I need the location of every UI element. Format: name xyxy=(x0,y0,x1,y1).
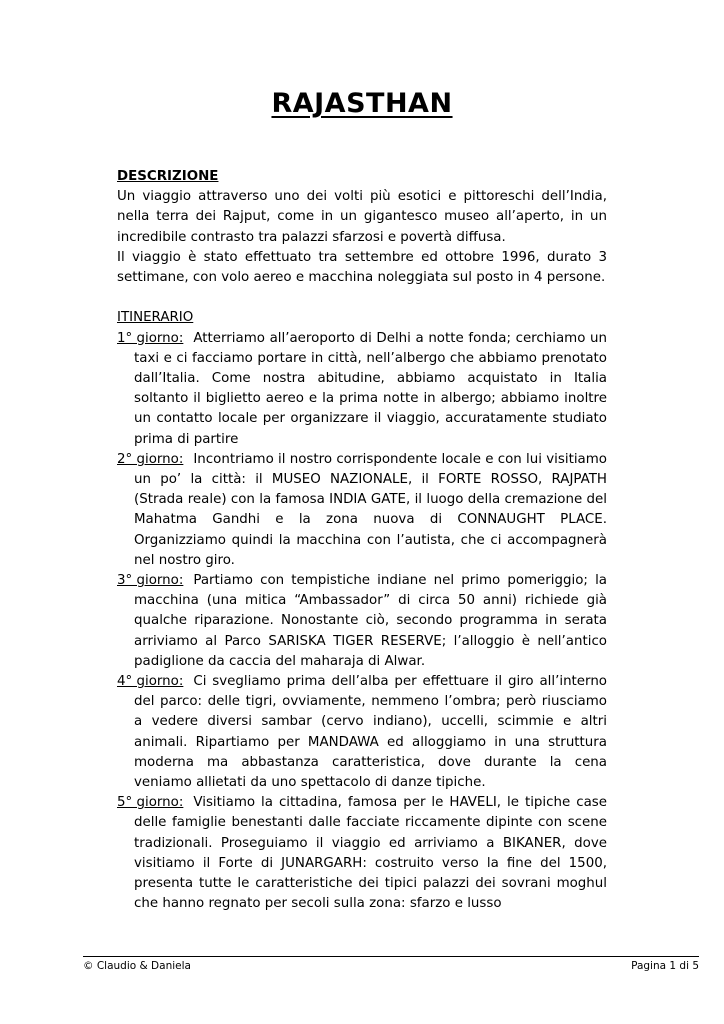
day-text: Partiamo con tempistiche indiane nel primo pomeriggio; la macchina (una mitica “Ambassador” di circa 50 anni) richiede già qualche riparazione. Nonostante ciò, secondo programma in serata arriviamo al Parco SARISKA TIGER RESERVE; l’alloggio è nell’antico padiglione da caccia del maharaja di Alwar. xyxy=(134,573,607,669)
day-label: 3° giorno: xyxy=(117,573,184,589)
description-paragraph: Un viaggio attraverso uno dei volti più esotici e pittoreschi dell’India, nella terra dei Rajput, come in un gigantesco museo all’aperto, in un incredibile contrasto tra palazzi sfarzosi e povertà diffusa. xyxy=(117,189,607,245)
section-spacer xyxy=(117,288,607,308)
description-heading: DESCRIZIONE xyxy=(117,169,219,184)
day-label: 1° giorno: xyxy=(117,330,184,346)
document-title: RAJASTHAN xyxy=(271,88,453,119)
day-text: Visitiamo la cittadina, famosa per le HAVELI, le tipiche case delle famiglie benestanti dalle facciate riccamente dipinte con scene tradizionali. Proseguiamo il viaggio ed arriviamo a BIKANER, dove visitiamo il Forte di JUNARGARH: costruito verso la fine del 1500, presenta tutte le caratteristiche dei tipici palazzi dei sovrani moghul che hanno regnato per secoli sulla zona: sfarzo e lusso xyxy=(134,795,607,912)
itinerary-day xyxy=(117,450,607,571)
day-label: 4° giorno: xyxy=(117,674,184,690)
itinerary-day xyxy=(117,672,607,793)
itinerary-day xyxy=(117,793,607,914)
itinerary-day xyxy=(117,571,607,672)
footer-divider xyxy=(83,956,699,957)
day-text: Incontriamo il nostro corrispondente locale e con lui visitiamo un po’ la città: il MUSEO NAZIONALE, il FORTE ROSSO, RAJPATH (Strada reale) con la famosa INDIA GATE, il luogo della cremazione del Mahatma Gandhi e la zona nuova di CONNAUGHT PLACE. Organizziamo quindi la macchina con l’autista, che ci accompagnerà nel nostro giro. xyxy=(134,451,607,568)
itinerary-day xyxy=(117,329,607,450)
description-paragraph: Il viaggio è stato effettuato tra settembre ed ottobre 1996, durato 3 settimane, con volo aereo e macchina noleggiata sul posto in 4 persone. xyxy=(117,249,607,286)
footer-page-number: Pagina 1 di 5 xyxy=(631,960,699,972)
document-body xyxy=(117,167,607,915)
day-label: 5° giorno: xyxy=(117,795,184,811)
itinerary-heading: ITINERARIO xyxy=(117,310,194,326)
day-text: Ci svegliamo prima dell’alba per effettuare il giro all’interno del parco: delle tigri, ovviamente, nemmeno l’ombra; però riusciamo a vedere diversi sambar (cervo indiano), uccelli, scimmie e altri animali. Ripartiamo per MANDAWA ed alloggiamo in una struttura moderna ma abbastanza caratteristica, dove durante la cena veniamo allietati da uno spettacolo di danze tipiche. xyxy=(134,674,607,791)
day-label: 2° giorno: xyxy=(117,451,184,467)
day-text: Atterriamo all’aeroporto di Delhi a notte fonda; cerchiamo un taxi e ci facciamo portare in città, nell’albergo che abbiamo prenotato dall’Italia. Come nostra abitudine, abbiamo acquistato in Italia soltanto il biglietto aereo e la prima notte in albergo; abbiamo inoltre un contatto locale per organizzare il viaggio, accuratamente studiato prima di partire xyxy=(134,330,607,447)
footer-copyright: © Claudio & Daniela xyxy=(83,960,191,972)
